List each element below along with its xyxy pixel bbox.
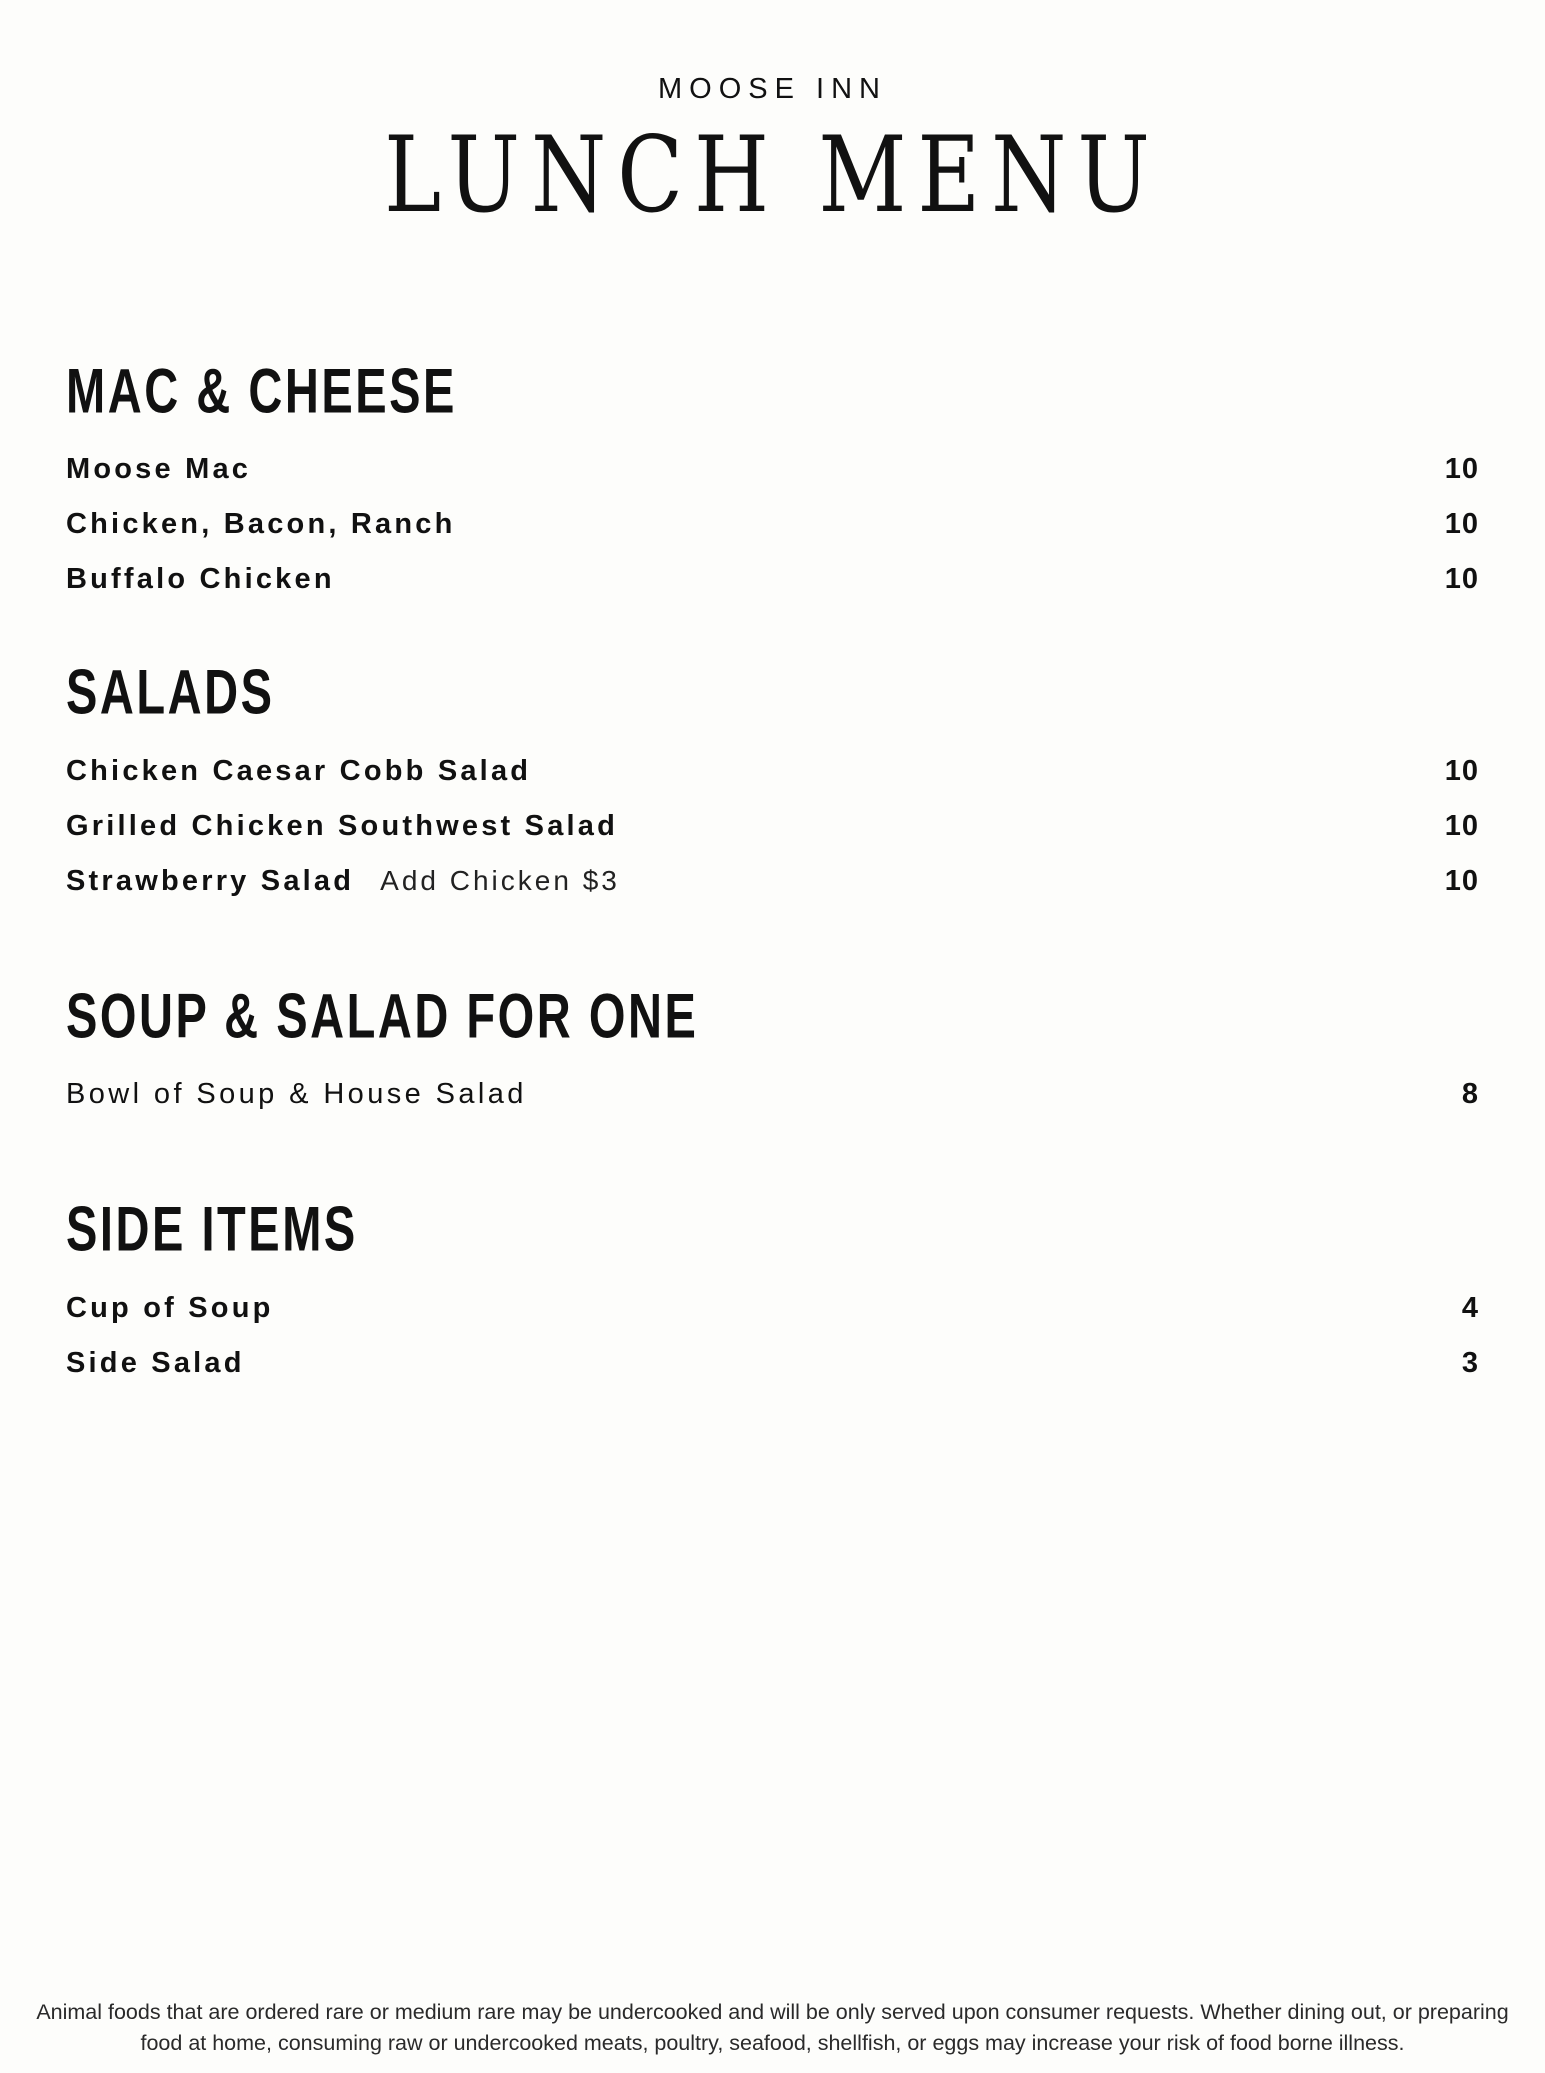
menu-section-soup-and-salad-for-one — [66, 979, 1479, 1111]
menu-item-price: 10 — [1444, 453, 1479, 486]
menu-item-row — [66, 810, 1479, 843]
menu-item-name: Chicken Caesar Cobb Salad — [66, 754, 532, 787]
section-heading: MAC & CHEESE — [66, 355, 457, 426]
menu-item-note: Add Chicken $3 — [380, 864, 620, 896]
menu-item-row — [66, 1078, 1479, 1111]
section-heading: SIDE ITEMS — [66, 1193, 358, 1264]
menu-section-salads — [66, 656, 1479, 897]
menu-sections — [66, 355, 1479, 1380]
menu-item-price: 10 — [1444, 563, 1479, 596]
menu-item-name: Side Salad — [66, 1346, 245, 1379]
menu-item-name: Bowl of Soup & House Salad — [66, 1078, 527, 1111]
section-heading: SALADS — [66, 656, 275, 728]
menu-section-mac-and-cheese — [66, 355, 1479, 596]
menu-item-row — [66, 508, 1479, 541]
restaurant-name: MOOSE INN — [658, 73, 887, 105]
menu-section-side-items — [66, 1193, 1479, 1379]
menu-item-price: 10 — [1444, 508, 1479, 541]
menu-item-name: Grilled Chicken Southwest Salad — [66, 809, 619, 842]
menu-item-row — [66, 1347, 1479, 1380]
disclaimer-text: Animal foods that are ordered rare or medium rare may be undercooked and will be only served upon consumer requests. Whether dining out, or preparing food at home, consuming raw or undercooked meats, poultry, seafood, shellfish, or eggs may increase your risk of food borne illness. — [36, 1999, 1509, 2055]
page-title: LUNCH MENU — [384, 114, 1161, 237]
menu-item-row — [66, 755, 1479, 788]
menu-item-name: Buffalo Chicken — [66, 563, 335, 596]
menu-item-name: Strawberry Salad — [66, 864, 355, 897]
menu-page — [0, 73, 1545, 2073]
menu-item-price: 10 — [1444, 864, 1479, 897]
section-heading: SOUP & SALAD FOR ONE — [66, 979, 699, 1051]
menu-item-row — [66, 865, 1479, 898]
menu-item-price: 4 — [1461, 1291, 1479, 1324]
section-items — [66, 453, 1479, 596]
menu-item-price: 10 — [1444, 754, 1479, 787]
section-items — [66, 1078, 1479, 1111]
section-items — [66, 755, 1479, 898]
menu-item-price: 3 — [1461, 1346, 1479, 1379]
menu-item-row — [66, 453, 1479, 486]
menu-item-name: Cup of Soup — [66, 1291, 274, 1324]
menu-item-name: Chicken, Bacon, Ranch — [66, 508, 456, 541]
menu-item-row — [66, 1292, 1479, 1325]
menu-item-row — [66, 563, 1479, 596]
section-items — [66, 1292, 1479, 1380]
menu-item-price: 8 — [1461, 1078, 1479, 1111]
menu-item-name: Moose Mac — [66, 453, 252, 486]
menu-item-price: 10 — [1444, 809, 1479, 842]
